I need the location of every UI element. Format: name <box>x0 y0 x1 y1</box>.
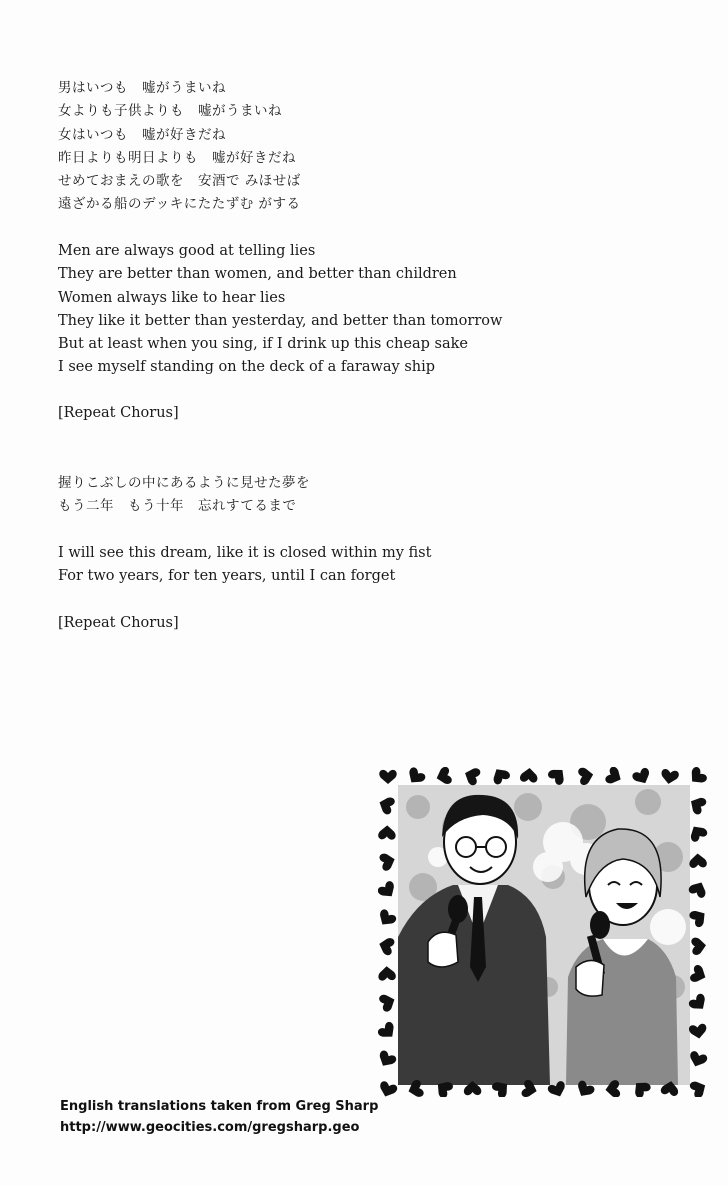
heart-icon <box>378 991 398 1012</box>
heart-icon <box>688 1023 707 1040</box>
heart-icon <box>379 851 398 872</box>
heart-icon <box>687 1050 708 1069</box>
heart-icon <box>687 879 708 899</box>
heart-icon <box>378 966 396 981</box>
heart-icon <box>378 1080 398 1097</box>
singers-illustration <box>378 767 708 1097</box>
heart-icon <box>378 936 395 957</box>
lyric-line: I see myself standing on the deck of a faraway ship <box>58 359 436 376</box>
heart-icon <box>689 964 708 986</box>
heart-icon <box>691 937 707 956</box>
verse1-english <box>58 240 502 380</box>
heart-icon <box>520 767 539 783</box>
lyric-line: 男はいつも 嘘がうまいね <box>58 80 226 96</box>
verse2-english <box>58 542 431 589</box>
heart-icon <box>378 1049 398 1070</box>
heart-icon <box>686 767 708 788</box>
lyric-line: もう二年 もう十年 忘れすてるまで <box>58 498 297 515</box>
heart-icon <box>604 767 624 787</box>
heart-icon <box>462 767 481 786</box>
repeat-chorus-label: [Repeat Chorus] <box>58 405 179 421</box>
heart-icon <box>689 853 707 868</box>
lyric-line: 遠ざかる船のデッキにたたずむ がする <box>58 196 301 213</box>
heart-icon <box>578 767 595 786</box>
heart-icon <box>378 880 399 902</box>
lyric-line: I will see this dream, like it is closed within my fist <box>58 545 432 561</box>
credit-line: English translations taken from Greg Sharp <box>60 1099 379 1114</box>
repeat-chorus-1 <box>58 402 179 425</box>
lyric-line: せめておまえの歌を 安酒で みほせば <box>58 173 301 190</box>
heart-icon <box>631 767 653 787</box>
heart-icon <box>434 767 452 787</box>
credit-url: http://www.geocities.com/gregsharp.geo <box>60 1120 360 1135</box>
heart-icon <box>378 1020 399 1042</box>
heart-icon <box>489 767 511 786</box>
lyric-line: They are better than women, and better than children <box>58 266 457 283</box>
lyric-line: They like it better than yesterday, and better than tomorrow <box>58 312 503 329</box>
heart-icon <box>378 825 396 840</box>
lyric-line: Women always like to hear lies <box>58 289 286 306</box>
lyric-line: For two years, for ten years, until I can forget <box>58 568 396 585</box>
heart-icon <box>404 767 426 788</box>
lyric-line: 昨日よりも明日よりも 嘘が好きだね <box>58 149 296 166</box>
lyric-line: 女はいつも 嘘が好きだね <box>58 126 226 143</box>
heart-icon <box>687 992 708 1014</box>
repeat-chorus-2 <box>58 612 179 635</box>
heart-icon <box>378 908 398 930</box>
illustration-drawing <box>378 767 708 1097</box>
heart-icon <box>660 768 680 785</box>
heart-icon <box>378 794 396 815</box>
translation-credits <box>60 1096 378 1138</box>
lyric-line: Men are always good at telling lies <box>58 243 316 259</box>
lyric-line: But at least when you sing, if I drink up this cheap sake <box>58 336 468 353</box>
heart-icon <box>379 770 396 784</box>
lyric-line: 女よりも子供よりも 嘘がうまいね <box>58 103 282 120</box>
repeat-chorus-label: [Repeat Chorus] <box>58 615 179 631</box>
heart-icon <box>546 767 568 786</box>
heart-icon <box>688 906 708 928</box>
lyric-line: 握りこぶしの中にあるように見せた夢を <box>58 475 310 491</box>
verse1-japanese <box>58 77 301 217</box>
heart-icon <box>689 1078 708 1097</box>
verse2-japanese <box>58 472 310 519</box>
